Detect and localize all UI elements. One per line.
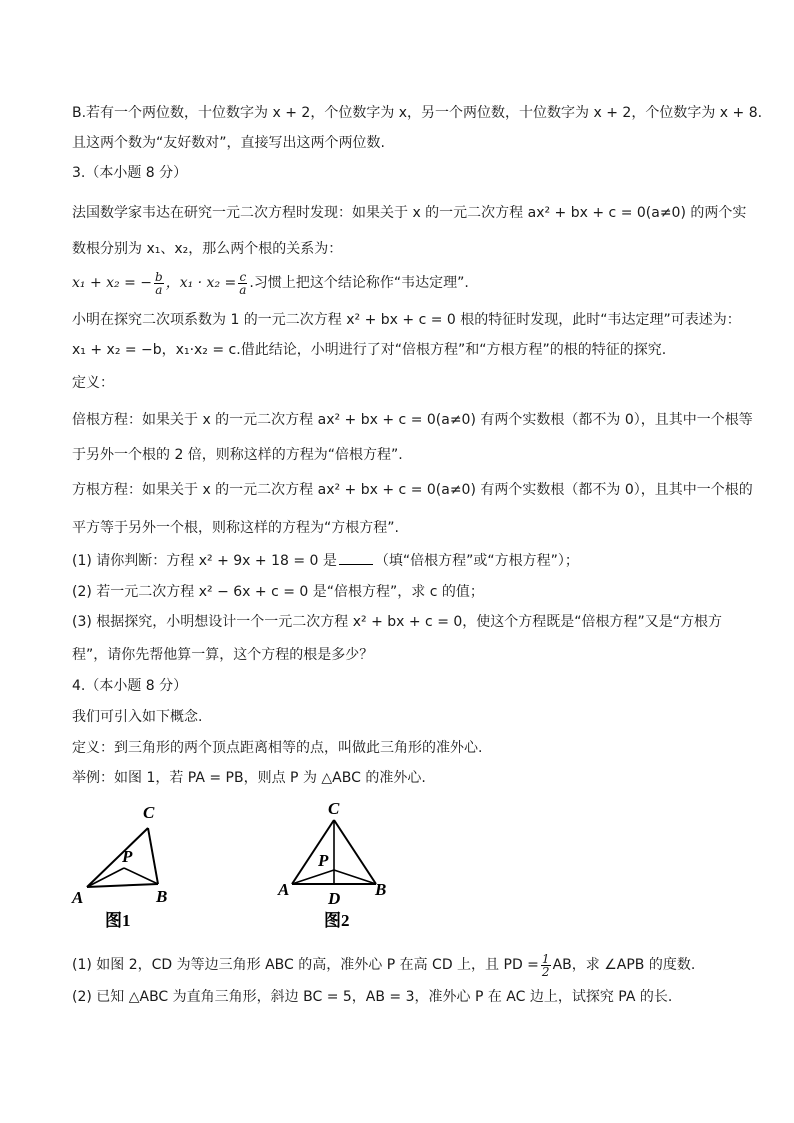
vieta-product-lhs: ，x₁ · x₂ = [165, 275, 237, 291]
part-2-line: (2) 若一元二次方程 x² − 6x + c = 0 是“倍根方程”，求 c 的值； [72, 584, 484, 600]
fig1-caption: 图1 [105, 911, 131, 930]
question-4-part-2: (2) 已知 △ABC 为直角三角形，斜边 BC = 5，AB = 3，准外心 P 在 AC 边上，试探究 PA 的长. [72, 989, 673, 1005]
part-4-1-tail: AB，求 ∠APB 的度数. [552, 957, 696, 973]
part-1-hint: （填“倍根方程”或“方根方程”）； [374, 553, 579, 569]
fig2-label-c: C [328, 799, 340, 818]
text-line-1: B.若有一个两位数，十位数字为 x + 2，个位数字为 x，另一个两位数，十位数字为 x + 2，个位数字为 x + 8. [72, 105, 763, 121]
example-line: 举例：如图 1，若 PA = PB，则点 P 为 △ABC 的准外心. [72, 770, 426, 786]
double-root-definition-1: 倍根方程：如果关于 x 的一元二次方程 ax² + bx + c = 0(a≠0) 有两个实数根（都不为 0），且其中一个根等 [72, 412, 753, 428]
definition-label: 定义： [72, 375, 114, 391]
square-root-definition-2: 平方等于另外一个根，则称这样的方程为“方根方程”. [72, 520, 399, 536]
answer-blank[interactable] [339, 550, 373, 565]
quasi-circumcenter-definition: 定义：到三角形的两个顶点距离相等的点，叫做此三角形的准外心. [72, 740, 483, 756]
fig2-label-b: B [375, 880, 387, 899]
half-fraction: $\frac{1}{2}$ [541, 951, 550, 979]
fig1-label-c: C [143, 803, 155, 822]
text-line-4: 法国数学家韦达在研究一元二次方程时发现：如果关于 x 的一元二次方程 ax² + bx + c = 0(a≠0) 的两个实 [72, 205, 747, 221]
fig2-label-d: D [328, 889, 341, 908]
vieta-sum-lhs: x₁ + x₂ = − [72, 275, 153, 291]
fig2-caption: 图2 [324, 911, 350, 930]
fig1-label-b: B [156, 887, 168, 906]
vieta-theorem-text: 习惯上把这个结论称作“韦达定理”. [253, 275, 469, 291]
part-3-line-2: 程”，请你先帮他算一算，这个方程的根是多少？ [72, 647, 374, 663]
text-line-5: 数根分别为 x₁、x₂，那么两个根的关系为： [72, 241, 343, 257]
text-line-7: 小明在探究二次项系数为 1 的一元二次方程 x² + bx + c = 0 根的特征时发现，此时“韦达定理”可表述为： [72, 312, 741, 328]
fig1-label-p: P [122, 847, 133, 866]
concept-intro: 我们可引入如下概念. [72, 709, 203, 725]
vieta-product-fraction: $\frac{c}{a}$ [239, 269, 247, 297]
square-root-definition-1: 方根方程：如果关于 x 的一元二次方程 ax² + bx + c = 0(a≠0) 有两个实数根（都不为 0），且其中一个根的 [72, 482, 753, 498]
question-4-part-1 [72, 950, 695, 980]
part-1-prompt: (1) 请你判断：方程 x² + 9x + 18 = 0 是 [72, 553, 337, 569]
figure-2 [276, 798, 396, 933]
vieta-sum-fraction: $\frac{b}{a}$ [155, 269, 163, 297]
question-3-heading: 3.（本小题 8 分） [72, 165, 188, 181]
part-3-line-1: (3) 根据探究，小明想设计一个一元二次方程 x² + bx + c = 0，使这个方程既是“倍根方程”又是“方根方 [72, 614, 723, 630]
fig2-label-p: P [318, 851, 329, 870]
figure-1 [70, 798, 180, 933]
question-4-heading: 4.（本小题 8 分） [72, 678, 188, 694]
part-1-line [72, 550, 579, 571]
fig2-label-a: A [278, 880, 290, 899]
fig1-label-a: A [72, 888, 84, 907]
text-line-2: 且这两个数为“友好数对”，直接写出这两个两位数. [72, 135, 385, 151]
vieta-formula-line: x₁ + x₂ = − $\frac{b}{a}$ ，x₁ · x₂ = $\frac{c}{a}$ .习惯上把这个结论称作“韦达定理”. [72, 269, 469, 297]
text-line-8: x₁ + x₂ = −b，x₁·x₂ = c.借此结论，小明进行了对“倍根方程”和“方根方程”的根的特征的探究. [72, 342, 667, 358]
part-4-1-prompt: (1) 如图 2，CD 为等边三角形 ABC 的高，准外心 P 在高 CD 上，且 PD = [72, 957, 539, 973]
double-root-definition-2: 于另外一个根的 2 倍，则称这样的方程为“倍根方程”. [72, 447, 403, 463]
